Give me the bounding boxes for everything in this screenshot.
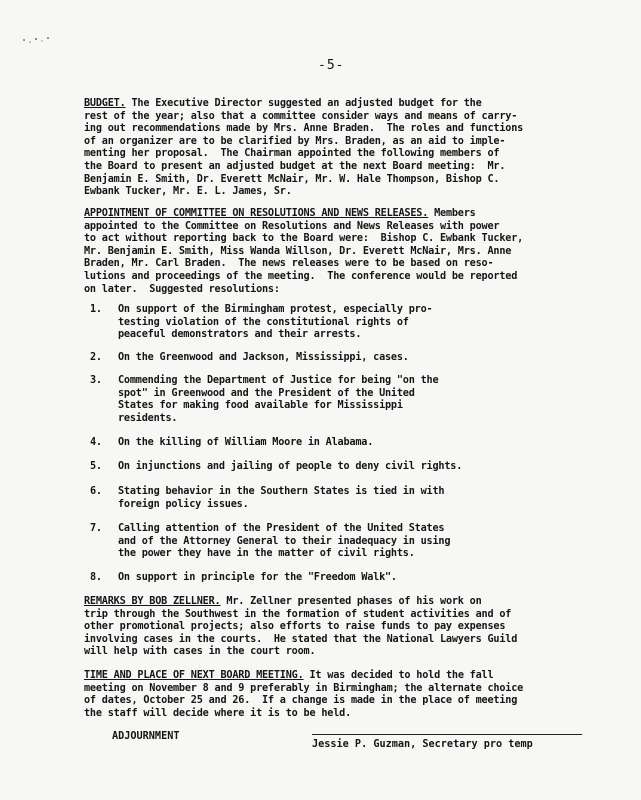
resolution-number: 4. xyxy=(90,437,102,448)
resolution-text: On support in principle for the "Freedom Walk". xyxy=(118,572,397,583)
resolution-text: Stating behavior in the Southern States is tied in with foreign policy issues. xyxy=(118,486,445,510)
adjournment-label: ADJOURNMENT xyxy=(112,731,180,742)
committee-text: Members appointed to the Committee on Resolutions and News Releases with power to act without reporting back to the Board were: Bishop C. Ewbank Tucker, Mr. Benjamin E. Smith, Miss Wanda Willson, Dr. Everett McNair, Mrs. Anne Braden, Mr. Carl Braden. The news releases were to be based on reso- lutions and proceedings of the meeting. The conference would be reported on later. Suggested resolutions: xyxy=(84,208,524,295)
committee-paragraph xyxy=(84,208,614,296)
resolution-text: Calling attention of the President of the United States and of the Attorney General to their inadequacy in using the power they have in the matter of civil rights. xyxy=(118,523,451,560)
next-meeting-paragraph xyxy=(84,670,614,720)
resolution-text: On injunctions and jailing of people to deny civil rights. xyxy=(118,461,463,472)
resolution-number: 7. xyxy=(90,523,102,534)
resolution-number: 3. xyxy=(90,375,102,386)
next-meeting-text: It was decided to hold the fall meeting on November 8 and 9 preferably in Birmingham; the alternate choice of dates, October 25 and 26. If a change is made in the place of meeting the staff will decide where it is to be held. xyxy=(84,670,524,719)
resolution-text: On the Greenwood and Jackson, Mississippi, cases. xyxy=(118,352,409,363)
paper-specks xyxy=(20,34,60,46)
secretary-signature: Jessie P. Guzman, Secretary pro temp xyxy=(312,734,582,750)
page-number: -5- xyxy=(318,58,345,73)
remarks-text: Mr. Zellner presented phases of his work on trip through the Southwest in the formation of student activities and of other promotional projects; also efforts to raise funds to pay expenses involving cases in the courts. He stated that the National Lawyers Guild will help with cases in the court room. xyxy=(84,596,518,658)
resolution-number: 8. xyxy=(90,572,102,583)
resolution-text: On support of the Birmingham protest, especially pro- testing violation of the constitutional rights of peaceful demonstrators and their arrests. xyxy=(118,304,433,341)
next-meeting-heading: TIME AND PLACE OF NEXT BOARD MEETING. xyxy=(84,670,304,681)
resolution-number: 5. xyxy=(90,461,102,472)
resolution-text: On the killing of William Moore in Alabama. xyxy=(118,437,374,448)
resolution-number: 1. xyxy=(90,304,102,315)
remarks-paragraph xyxy=(84,596,614,659)
resolution-number: 6. xyxy=(90,486,102,497)
resolution-text: Commending the Department of Justice for being "on the spot" in Greenwood and the President of the United States for making food available for Mississippi residents. xyxy=(118,375,439,424)
resolution-number: 2. xyxy=(90,352,102,363)
committee-heading: APPOINTMENT OF COMMITTEE ON RESOLUTIONS AND NEWS RELEASES. xyxy=(84,208,429,219)
budget-paragraph xyxy=(84,98,614,199)
remarks-heading: REMARKS BY BOB ZELLNER. xyxy=(84,596,221,607)
budget-heading: BUDGET. xyxy=(84,98,126,109)
budget-text: The Executive Director suggested an adjusted budget for the rest of the year; also that a committee consider ways and means of carry- ing out recommendations made by Mrs. Anne Braden. The roles and functions of an organizer are to be clarified by Mrs. Braden, as an aid to imple- menting her proposal. The Chairman appointed the following members of the Board to present an adjusted budget at the next Board meeting: Mr. Benjamin E. Smith, Dr. Everett McNair, Mr. W. Hale Thompson, Bishop C. Ewbank Tucker, Mr. E. L. James, Sr. xyxy=(84,98,524,198)
